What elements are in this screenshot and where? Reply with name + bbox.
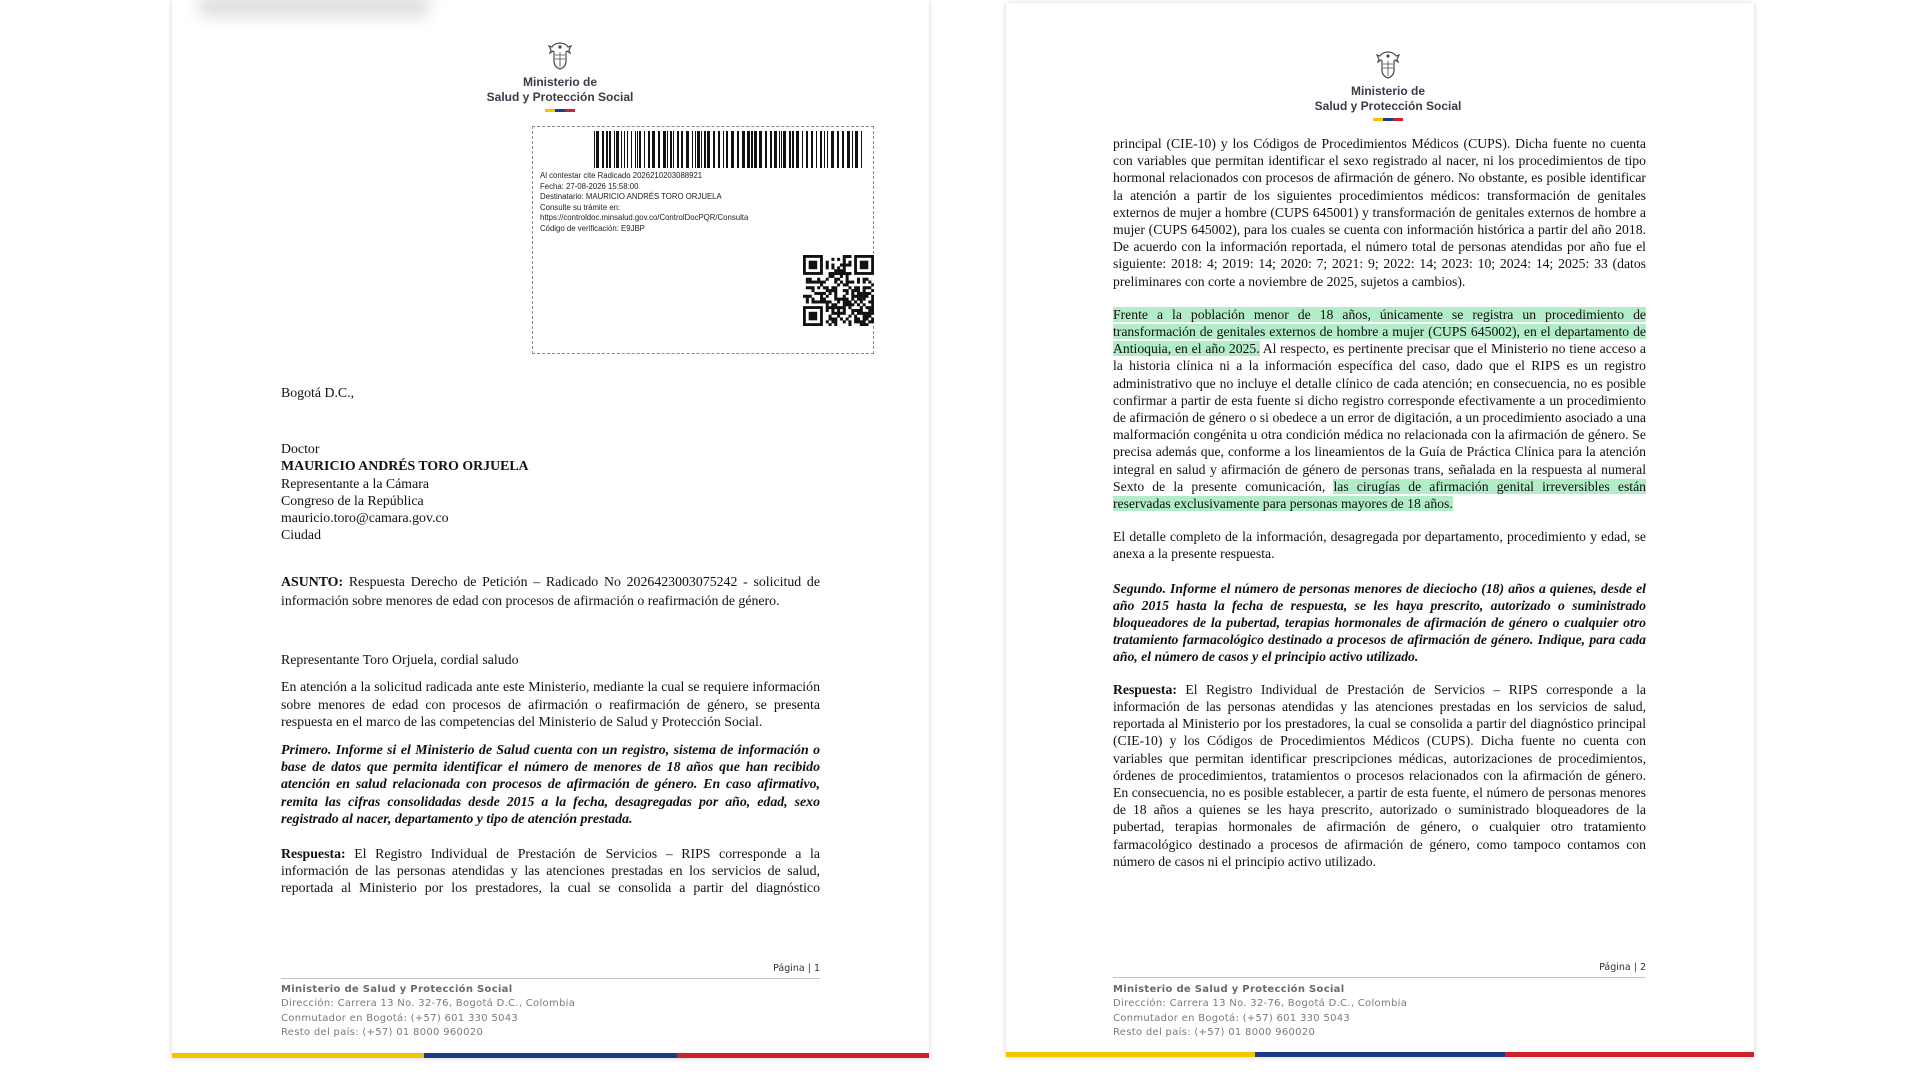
footer-address: Dirección: Carrera 13 No. 32-76, Bogotá D.C., Colombia <box>281 998 576 1010</box>
document-page-1 <box>172 0 929 1058</box>
greeting: Representante Toro Orjuela, cordial saludo <box>281 652 519 668</box>
paragraph-minors-finding <box>1113 306 1646 512</box>
flag-stripe <box>172 1053 929 1058</box>
coat-of-arms-icon <box>1375 50 1401 80</box>
recipient-role: Representante a la Cámara <box>281 475 429 491</box>
logo-line-2: Salud y Protección Social <box>1314 99 1462 113</box>
subject-label: ASUNTO: <box>281 574 344 590</box>
answer-text: El Registro Individual de Prestación de Servicios – RIPS corresponde a la información de las personas atendidas y las atenciones prestadas en los servicios de salud, reportada al Ministerio por los prestadores, la cual se consolida a partir del diagnóstico <box>281 846 820 896</box>
footer-address: Dirección: Carrera 13 No. 32-76, Bogotá D.C., Colombia <box>1113 998 1408 1010</box>
flag-stripe <box>1006 1052 1754 1057</box>
recipient-organization: Congreso de la República <box>281 492 424 508</box>
qr-code <box>803 255 874 326</box>
question-2: Segundo. Informe el número de personas menores de dieciocho (18) años a quienes, desde el año 2015 hasta la fecha de respuesta, se les haya prescrito, autorizado o suministrado bloqueadores de la pubertad, terapias hormonales de afirmación de género o cualquier otro tratamiento farmacológico destinado a procesos de afirmación de género. Indique, para cada año, el número de casos y el principio activo utilizado. <box>1113 580 1646 665</box>
answer-label: Respuesta: <box>281 846 346 862</box>
barcode <box>594 131 863 168</box>
page-footer <box>1113 983 1407 1040</box>
footer-divider <box>281 978 820 979</box>
stamp-fecha: Fecha: 27-08-2026 15:58:00 <box>540 181 639 191</box>
ministry-logo <box>450 41 670 112</box>
answer-text: El Registro Individual de Prestación de Servicios – RIPS corresponde a la información de las personas atendidas y las atenciones prestadas en los servicios de salud, reportada al Ministerio por los prestadores, la cual se consolida a partir del diagnóstico principal (CIE-10) y los Códigos de Procedimientos Médicos (CUPS). Dicha fuente no cuenta con variables que permitan identificar prescripciones médicas, autorizaciones de procedimientos, órdenes de procedimientos, tratamientos o procesos relacionados con la afirmación de género. En consecuencia, no es posible establecer, a partir de esta fuente, el número de personas menores de 18 años a quienes se les haya prescrito, autorizado o suministrado bloqueadores de la pubertad, terapias hormonales de afirmación de género, o cualquier otro tratamiento farmacológico destinado a procesos de afirmación de género, como tampoco contamos con número de casos ni el principio activo utilizado. <box>1113 681 1646 869</box>
stamp-consulte: Consulte su trámite en: <box>540 202 621 212</box>
footer-divider <box>1113 977 1646 978</box>
logo-line-1: Ministerio de <box>1350 84 1425 98</box>
logo-flag-bar <box>1373 118 1403 121</box>
footer-phone-bogota: Conmutador en Bogotá: (+57) 601 330 5043 <box>1113 1012 1351 1024</box>
recipient-title: Doctor <box>281 441 320 457</box>
answer-1 <box>281 845 820 897</box>
recipient-city: Ciudad <box>281 527 321 543</box>
recipient-name: MAURICIO ANDRÉS TORO ORJUELA <box>281 458 529 474</box>
ministry-logo <box>1278 50 1498 121</box>
stamp-radicado: Al contestar cite Radicado 2026210203088921 <box>540 171 703 180</box>
paragraph-continuation: principal (CIE-10) y los Códigos de Procedimientos Médicos (CUPS). Dicha fuente no cuenta con variables que permitan identificar el sexo registrado al nacer, ni los procedimientos de tipo hormonal relacionados con procesos de afirmación de género. No obstante, es posible identificar la atención a partir de los siguientes procedimientos médicos: transformación de genitales externos de mujer a hombre (CUPS 645001) y transformación de genitales externos de hombre a mujer (CUPS 645002), para los cuales se cuenta con información histórica a partir del año 2018. De acuerdo con la información reportada, el número total de personas atendidas por año fue el siguiente: 2018: 4; 2019: 14; 2020: 7; 2021: 9; 2022: 14; 2023: 10; 2024: 14; 2025: 33 (datos preliminares con corte a noviembre de 2025, sujetos a cambios). <box>1113 136 1646 289</box>
letter-body-page-2 <box>1113 135 1646 870</box>
logo-line-2: Salud y Protección Social <box>486 90 634 104</box>
logo-line-1: Ministerio de <box>522 75 597 89</box>
footer-phone-national: Resto del país: (+57) 01 8000 960020 <box>281 1026 484 1038</box>
coat-of-arms-icon <box>547 41 573 71</box>
logo-flag-bar <box>545 109 575 112</box>
subject-text: Respuesta Derecho de Petición – Radicado No 2026423003075242 - solicitud de información sobre menores de edad con procesos de afirmación o reafirmación de género. <box>281 574 820 609</box>
stamp-text <box>540 171 748 235</box>
paragraph-annex: El detalle completo de la información, desagregada por departamento, procedimiento y edad, se anexa a la presente respuesta. <box>1113 529 1646 562</box>
letter-body-page-1 <box>281 384 820 897</box>
radicado-stamp <box>532 126 874 354</box>
stamp-url: https://controldoc.minsalud.gov.co/ControlDocPQR/Consulta <box>540 213 749 223</box>
stamp-destinatario: Destinatario: MAURICIO ANDRÉS TORO ORJUELA <box>540 192 722 202</box>
intro-paragraph: En atención a la solicitud radicada ante este Ministerio, mediante la cual se requiere información sobre menores de edad con procesos de afirmación o reafirmación de género, se presenta respuesta en el marco de las competencias del Ministerio de Salud y Protección Social. <box>281 679 820 730</box>
answer-label: Respuesta: <box>1113 681 1177 697</box>
highlighted-text-2: las cirugías de afirmación genital irreversibles están reservadas exclusivamente para personas mayores de 18 años. <box>1113 478 1646 512</box>
stamp-verification-code: Código de verificación: E9JBP <box>540 223 645 233</box>
footer-phone-bogota: Conmutador en Bogotá: (+57) 601 330 5043 <box>281 1012 519 1024</box>
footer-org: Ministerio de Salud y Protección Social <box>281 984 513 995</box>
paragraph-text: Al respecto, es pertinente precisar que el Ministerio no tiene acceso a la historia clínica ni a la información específica del caso, dado que el RIPS es un registro administrativo que no incluye el detalle clínico de cada atención; en consecuencia, no es posible confirmar a partir de esta fuente si dicho registro corresponde efectivamente a un procedimiento de afirmación de género o si obedece a un error de digitación, a un procedimiento asociado a una malformación congénita u otra condición médica no relacionada con la afirmación de género. Se precisa además que, conforme a los lineamientos de la Guía de Práctica Clínica para la atención integral en salud y afirmación de género de personas trans, señalada en la respuesta al numeral Sexto de la presente comunicación, <box>1113 341 1646 494</box>
document-page-2 <box>1006 3 1754 1057</box>
place-date: Bogotá D.C., <box>281 385 355 400</box>
recipient-email: mauricio.toro@camara.gov.co <box>281 510 449 526</box>
page-number: Página | 2 <box>1599 962 1646 973</box>
highlighted-text-1: Frente a la población menor de 18 años, únicamente se registra un procedimiento de transformación de genitales externos de hombre a mujer (CUPS 645002), en el departamento de Antioquia, en el año 2025. <box>1113 306 1646 357</box>
page-footer <box>281 983 575 1040</box>
recipient-block <box>281 440 820 543</box>
answer-2 <box>1113 681 1646 870</box>
footer-phone-national: Resto del país: (+57) 01 8000 960020 <box>1113 1026 1316 1038</box>
blurred-redaction <box>197 0 431 18</box>
page-number: Página | 1 <box>773 963 820 974</box>
subject-paragraph <box>281 573 820 611</box>
question-1: Primero. Informe si el Ministerio de Salud cuenta con un registro, sistema de información o base de datos que permita identificar el número de menores de 18 años que han recibido atención en salud relacionada con procesos de afirmación de género. En caso afirmativo, remita las cifras consolidadas desde 2015 a la fecha, desagregadas por año, edad, sexo registrado al nacer, departamento y tipo de atención prestada. <box>281 742 820 826</box>
footer-org: Ministerio de Salud y Protección Social <box>1113 984 1345 995</box>
